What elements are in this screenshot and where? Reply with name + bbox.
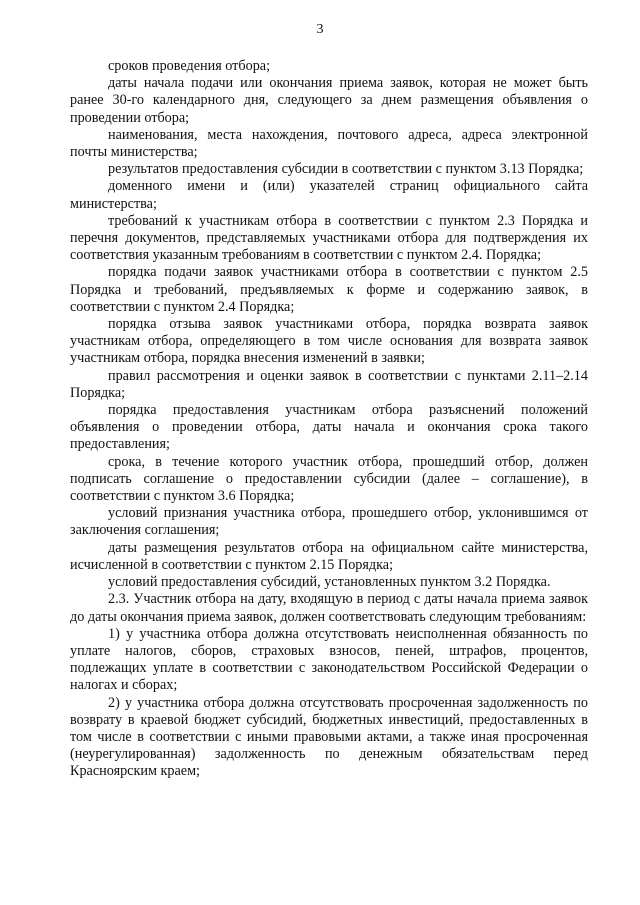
paragraph-subsidy-results: результатов предоставления субсидии в соответствии с пунктом 3.13 Порядка; [108,161,584,178]
document-body [70,58,588,781]
paragraph-website-domain: доменного имени и (или) указателей страниц официального сайта министерства; [70,178,588,212]
paragraph-clarifications: порядка предоставления участникам отбора разъяснений положений объявления о проведении отбора, даты начала и окончания срока такого предоставления; [70,402,588,453]
paragraph-requirement-1: 1) у участника отбора должна отсутствовать неисполненная обязанность по уплате налогов, сборов, страховых взносов, пеней, штрафов, процентов, подлежащих уплате в соответствии с законодательством Российской Федерации о налогах и сборах; [70,625,588,694]
paragraph-agreement-deadline: срока, в течение которого участник отбора, прошедший отбор, должен подписать соглашение о предоставлении субсидии (далее – соглашение), в соответствии с пунктом 3.6 Порядка; [70,453,588,505]
paragraph-selection-deadlines: сроков проведения отбора; [108,58,271,74]
paragraph-participant-requirements: требований к участникам отбора в соответствии с пунктом 2.3 Порядка и перечня документов, представляемых участниками отбора для подтверждения их соответствия указанным требованиям в соответствии с пунктом 2.4. Порядка; [70,212,588,264]
paragraph-evasion-conditions: условий признания участника отбора, прошедшего отбор, уклонившимся от заключения соглашения; [70,505,588,539]
paragraph-requirement-2: 2) у участника отбора должна отсутствовать просроченная задолженность по возврату в краевой бюджет субсидий, бюджетных инвестиций, предоставленных в том числе в соответствии с иными правовыми актами, а также иная просроченная (неурегулированная) задолженность по денежным обязательствам перед Красноярским краем; [70,694,588,780]
paragraph-evaluation-rules: правил рассмотрения и оценки заявок в соответствии с пунктами 2.11–2.14 Порядка; [70,367,588,401]
paragraph-section-2-3: 2.3. Участник отбора на дату, входящую в период с даты начала приема заявок до даты окончания приема заявок, должен соответствовать следующим требованиям: [70,591,588,625]
paragraph-results-publication: даты размещения результатов отбора на официальном сайте министерства, исчисленной в соответствии с пунктом 2.15 Порядка; [70,539,588,573]
page-number: 3 [316,22,324,37]
paragraph-subsidy-conditions: условий предоставления субсидий, установленных пунктом 3.2 Порядка. [108,574,551,591]
paragraph-withdrawal-procedure: порядка отзыва заявок участниками отбора, порядка возврата заявок участникам отбора, определяющего в том числе основания для возврата заявок участникам отбора, порядка внесения изменений в заявки; [70,316,588,367]
paragraph-application-dates: даты начала подачи или окончания приема заявок, которая не может быть ранее 30-го календарного дня, следующего за днем размещения объявления о проведении отбора; [70,75,588,126]
paragraph-submission-procedure: порядка подачи заявок участниками отбора в соответствии с пунктом 2.5 Порядка и требований, предъявляемых к форме и содержанию заявок, в соответствии с пунктом 2.4 Порядка; [70,264,588,315]
paragraph-ministry-contacts: наименования, места нахождения, почтового адреса, адреса электронной почты министерства; [70,126,588,161]
